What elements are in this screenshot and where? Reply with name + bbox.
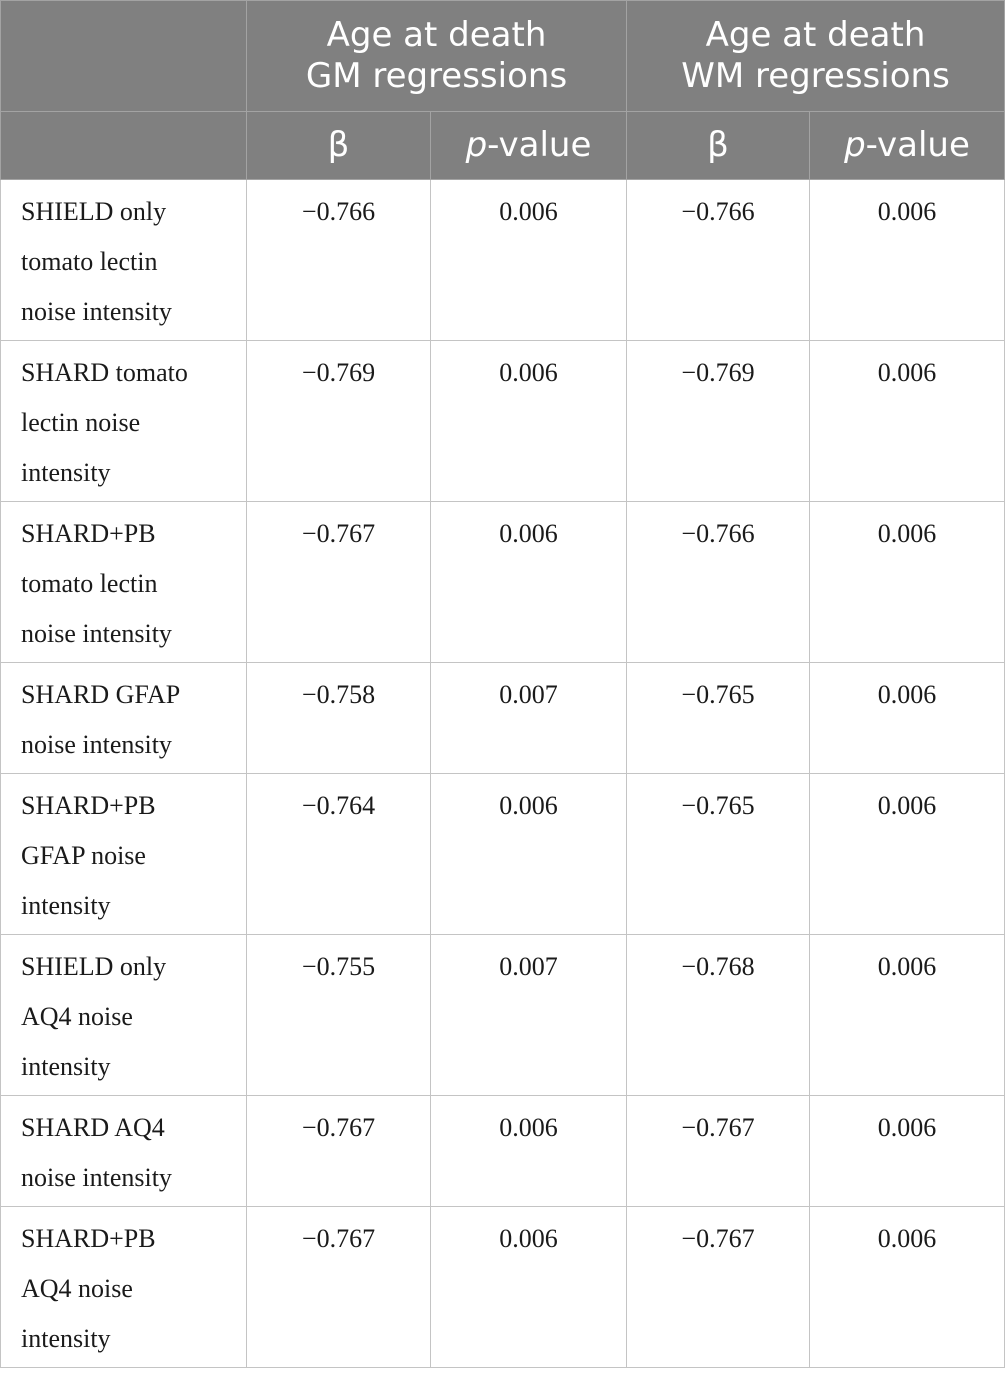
table-row xyxy=(1,180,1005,341)
header-gm-p-rest: -value xyxy=(487,125,592,165)
header-group-gm-line2: GM regressions xyxy=(305,56,568,96)
wm-beta-cell: −0.767 xyxy=(627,1096,810,1207)
gm-p-value-cell: 0.006 xyxy=(431,502,627,663)
table-row xyxy=(1,774,1005,935)
row-label xyxy=(1,663,247,774)
row-label xyxy=(1,774,247,935)
row-label-line: SHARD AQ4 xyxy=(21,1113,165,1142)
header-wm-beta: β xyxy=(627,112,810,180)
row-label-line: lectin noise xyxy=(21,408,141,437)
header-wm-p-value xyxy=(810,112,1005,180)
row-label-line: SHIELD only xyxy=(21,197,167,226)
table-row xyxy=(1,1207,1005,1368)
gm-beta-cell: −0.755 xyxy=(247,935,431,1096)
gm-p-value-cell: 0.007 xyxy=(431,663,627,774)
row-label-line: intensity xyxy=(21,458,111,487)
header-row-columns xyxy=(1,112,1005,180)
wm-p-value-cell: 0.006 xyxy=(810,1096,1005,1207)
row-label-line: intensity xyxy=(21,1052,111,1081)
wm-p-value-cell: 0.006 xyxy=(810,341,1005,502)
wm-beta-cell: −0.766 xyxy=(627,180,810,341)
row-label xyxy=(1,1207,247,1368)
gm-p-value-cell: 0.006 xyxy=(431,180,627,341)
table-row xyxy=(1,502,1005,663)
row-label-line: SHARD+PB xyxy=(21,1224,156,1253)
row-label-line: SHARD tomato xyxy=(21,358,188,387)
header-group-wm-line2: WM regressions xyxy=(681,56,950,96)
row-label-line: intensity xyxy=(21,891,111,920)
gm-p-value-cell: 0.006 xyxy=(431,1096,627,1207)
header-empty-cell xyxy=(1,1,247,112)
wm-p-value-cell: 0.006 xyxy=(810,774,1005,935)
gm-p-value-cell: 0.007 xyxy=(431,935,627,1096)
row-label-line: tomato lectin xyxy=(21,569,158,598)
header-group-gm-line1: Age at death xyxy=(326,15,547,55)
wm-p-value-cell: 0.006 xyxy=(810,180,1005,341)
wm-p-value-cell: 0.006 xyxy=(810,502,1005,663)
row-label xyxy=(1,502,247,663)
wm-p-value-cell: 0.006 xyxy=(810,663,1005,774)
row-label-line: GFAP noise xyxy=(21,841,146,870)
wm-beta-cell: −0.765 xyxy=(627,774,810,935)
row-label-line: AQ4 noise xyxy=(21,1002,133,1031)
row-label-line: noise intensity xyxy=(21,730,172,759)
header-gm-beta: β xyxy=(247,112,431,180)
gm-beta-cell: −0.764 xyxy=(247,774,431,935)
header-gm-p-italic: p xyxy=(465,125,488,165)
wm-beta-cell: −0.769 xyxy=(627,341,810,502)
wm-beta-cell: −0.765 xyxy=(627,663,810,774)
row-label-line: SHARD+PB xyxy=(21,791,156,820)
row-label xyxy=(1,180,247,341)
table-row xyxy=(1,663,1005,774)
header-group-gm xyxy=(247,1,627,112)
wm-p-value-cell: 0.006 xyxy=(810,935,1005,1096)
gm-p-value-cell: 0.006 xyxy=(431,1207,627,1368)
row-label xyxy=(1,341,247,502)
row-label-line: SHIELD only xyxy=(21,952,167,981)
gm-p-value-cell: 0.006 xyxy=(431,774,627,935)
table-row xyxy=(1,341,1005,502)
gm-beta-cell: −0.767 xyxy=(247,1207,431,1368)
row-label-line: SHARD GFAP xyxy=(21,680,181,709)
gm-beta-cell: −0.769 xyxy=(247,341,431,502)
row-label-line: noise intensity xyxy=(21,1163,172,1192)
row-label-line: noise intensity xyxy=(21,297,172,326)
wm-p-value-cell: 0.006 xyxy=(810,1207,1005,1368)
wm-beta-cell: −0.766 xyxy=(627,502,810,663)
header-group-wm-line1: Age at death xyxy=(705,15,926,55)
row-label xyxy=(1,935,247,1096)
row-label-line: noise intensity xyxy=(21,619,172,648)
gm-p-value-cell: 0.006 xyxy=(431,341,627,502)
header-gm-p-value xyxy=(431,112,627,180)
header-wm-p-rest: -value xyxy=(865,125,970,165)
row-label-line: tomato lectin xyxy=(21,247,158,276)
row-label-line: SHARD+PB xyxy=(21,519,156,548)
header-empty-cell-2 xyxy=(1,112,247,180)
gm-beta-cell: −0.767 xyxy=(247,502,431,663)
header-group-wm xyxy=(627,1,1005,112)
table-row xyxy=(1,935,1005,1096)
table-body xyxy=(1,180,1005,1368)
table-row xyxy=(1,1096,1005,1207)
wm-beta-cell: −0.768 xyxy=(627,935,810,1096)
gm-beta-cell: −0.758 xyxy=(247,663,431,774)
row-label-line: intensity xyxy=(21,1324,111,1353)
gm-beta-cell: −0.766 xyxy=(247,180,431,341)
row-label xyxy=(1,1096,247,1207)
header-row-groups xyxy=(1,1,1005,112)
wm-beta-cell: −0.767 xyxy=(627,1207,810,1368)
row-label-line: AQ4 noise xyxy=(21,1274,133,1303)
gm-beta-cell: −0.767 xyxy=(247,1096,431,1207)
header-wm-p-italic: p xyxy=(844,125,866,165)
